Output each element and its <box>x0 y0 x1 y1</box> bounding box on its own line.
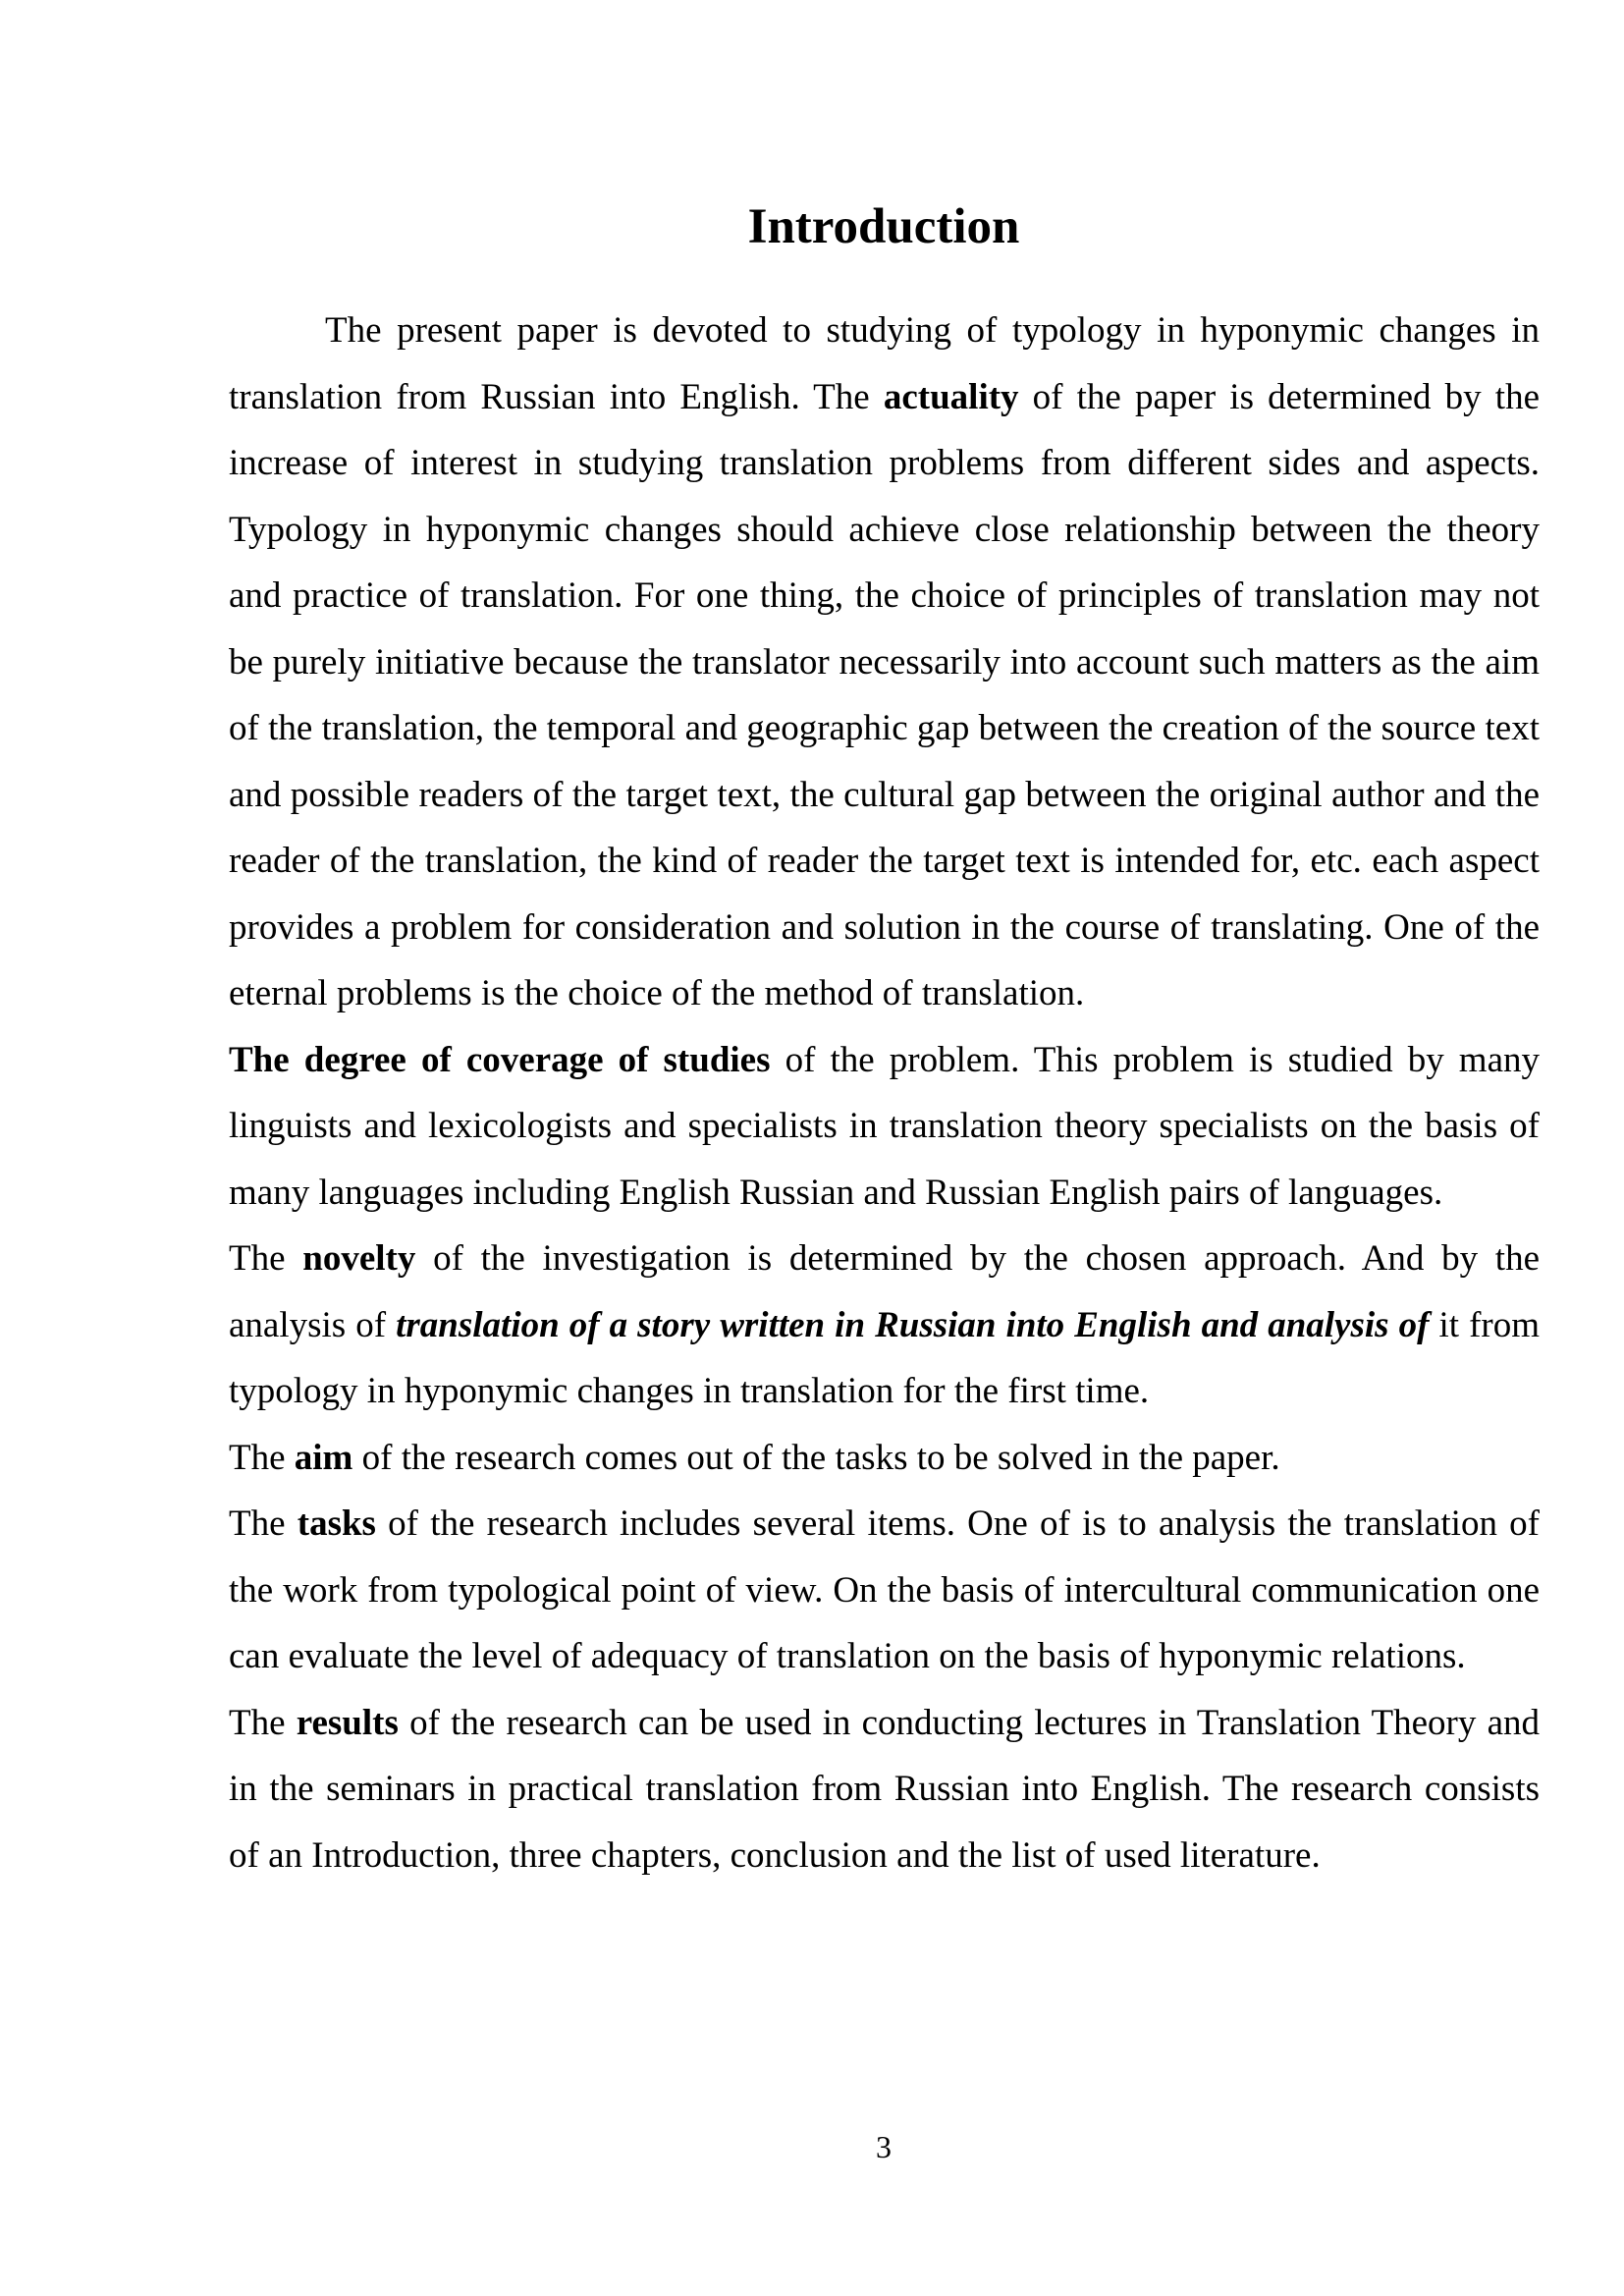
bold-term-aim: aim <box>294 1437 353 1478</box>
bold-term-degree-of-coverage: The degree of coverage of studies <box>229 1039 771 1080</box>
text-run: The <box>229 1437 295 1478</box>
page-number: 3 <box>876 2129 892 2164</box>
document-body <box>229 298 1540 1888</box>
text-run: of the research includes several items. One of is to analysis the translation of the work from typological point of view. On the basis of intercultural communication one can evaluate the level of adequacy of translation on the basis of hyponymic relations. <box>229 1503 1540 1676</box>
page-title: Introduction <box>747 199 1020 254</box>
bold-term-actuality: actuality <box>883 376 1019 417</box>
text-run: of the research can be used in conducting lectures in Translation Theory and in the seminars in practical translation from Russian into English. The research consists of an Introduction, three chapters, conclusion and the list of used literature. <box>229 1702 1540 1876</box>
paragraph-aim <box>229 1425 1540 1492</box>
text-run: The present paper is devoted to studying of typology in hyponymic changes in translation from Russian into English. The <box>229 310 1540 417</box>
paragraph-novelty <box>229 1226 1540 1425</box>
paragraph-tasks <box>229 1491 1540 1690</box>
text-run: of the problem. This problem is studied by many linguists and lexicologists and specialists in translation theory specialists on the basis of many languages including English Russian and Russian English pairs of languages. <box>229 1039 1540 1213</box>
text-run: The <box>229 1238 303 1279</box>
bold-term-tasks: tasks <box>297 1503 376 1544</box>
bold-italic-phrase: translation of a story written in Russian into English and analysis of <box>396 1304 1430 1345</box>
text-run: The <box>229 1503 298 1544</box>
paragraph-degree-of-coverage <box>229 1027 1540 1227</box>
paragraph-actuality <box>229 298 1540 1027</box>
text-run: of the paper is determined by the increase of interest in studying translation problems from different sides and aspects. Typology in hyponymic changes should achieve close relationship between the theory and practice of translation. For one thing, the choice of principles of translation may not be purely initiative because the translator necessarily into account such matters as the aim of the translation, the temporal and geographic gap between the creation of the source text and possible readers of the target text, the cultural gap between the original author and the reader of the translation, the kind of reader the target text is intended for, etc. each aspect provides a problem for consideration and solution in the course of translating. One of the eternal problems is the choice of the method of translation. <box>229 376 1541 1013</box>
text-run: of the research comes out of the tasks to be solved in the paper. <box>352 1437 1280 1478</box>
text-run: of the investigation is determined by the chosen approach. And by the analysis of <box>229 1238 1540 1345</box>
text-run: it from typology in hyponymic changes in translation for the first time. <box>229 1304 1540 1411</box>
text-run: The <box>229 1702 297 1743</box>
bold-term-novelty: novelty <box>302 1238 416 1279</box>
bold-term-results: results <box>296 1702 399 1743</box>
paragraph-results <box>229 1690 1540 1889</box>
